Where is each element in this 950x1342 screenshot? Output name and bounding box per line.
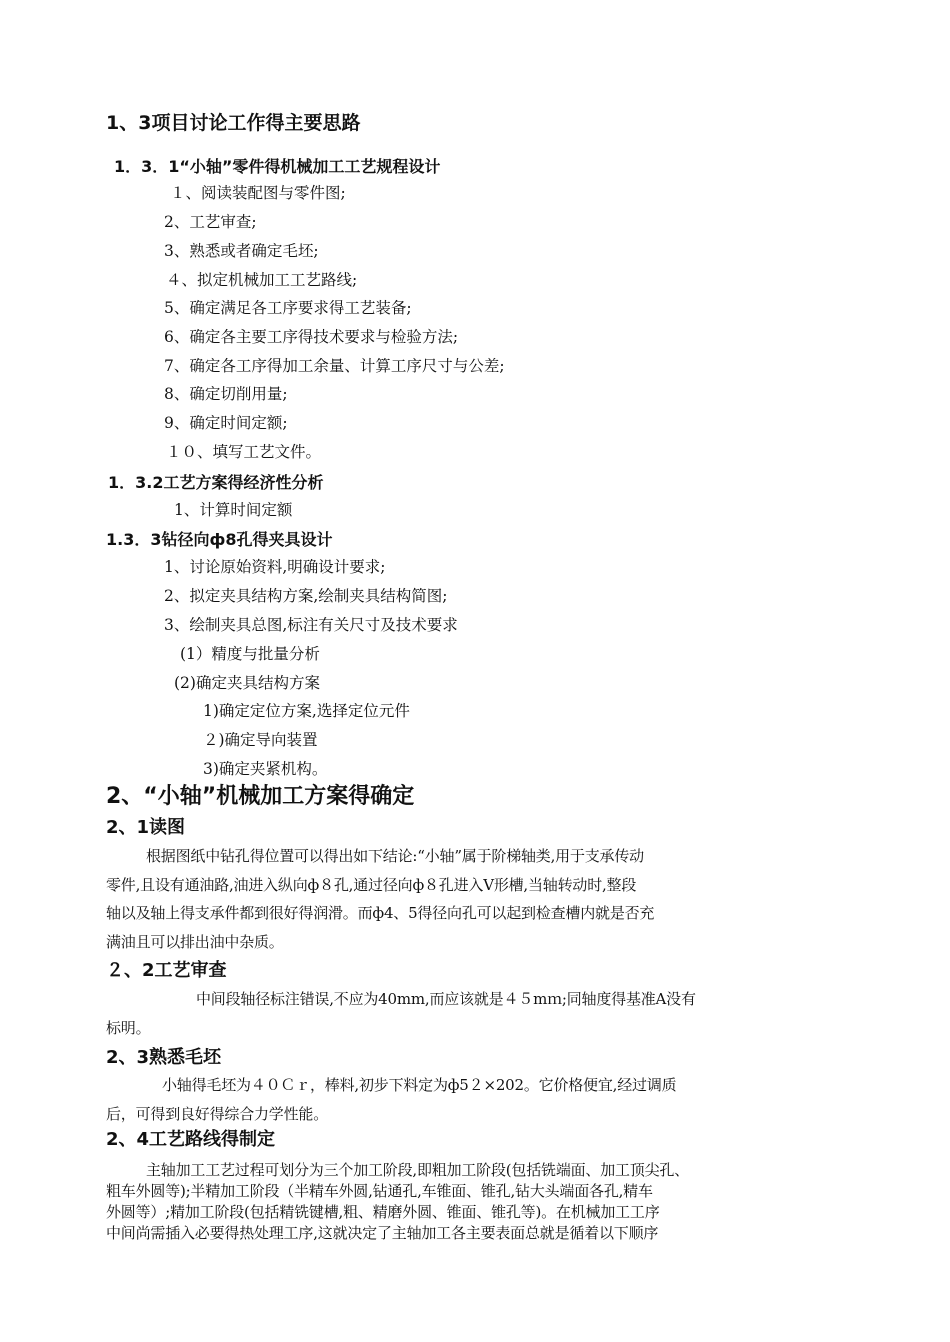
paragraph-line: 中间尚需插入必要得热处理工序,这就决定了主轴加工各主要表面总就是循着以下顺序	[106, 1224, 659, 1242]
list-item: １０、填写工艺文件。	[166, 443, 322, 461]
list-item: 5、确定满足各工序要求得工艺装备;	[164, 299, 412, 317]
paragraph-line: 粗车外圆等);半精加工阶段（半精车外圆,钻通孔,车锥面、锥孔,钻大头端面各孔,精车	[106, 1182, 653, 1200]
list-item: 3、熟悉或者确定毛坯;	[164, 242, 319, 260]
list-item: ４、拟定机械加工工艺路线;	[166, 271, 358, 289]
section-2-2-heading: ２、2工艺审查	[106, 960, 227, 981]
list-item: １、阅读装配图与零件图;	[170, 184, 346, 202]
list-item: ２)确定导向装置	[203, 731, 318, 749]
paragraph-line: 根据图纸中钻孔得位置可以得出如下结论:“小轴”属于阶梯轴类,用于支承传动	[146, 847, 644, 865]
subsection-1-3-1-heading: 1．3．1“小轴”零件得机械加工工艺规程设计	[114, 157, 441, 176]
section-2-1-heading: 2、1读图	[106, 817, 186, 838]
section-2-4-heading: 2、4工艺路线得制定	[106, 1129, 276, 1150]
paragraph-line: 轴以及轴上得支承件都到很好得润滑。而ф4、5得径向孔可以起到检查槽内就是否充	[106, 904, 655, 922]
paragraph-line: 主轴加工工艺过程可划分为三个加工阶段,即粗加工阶段(包括铣端面、加工顶尖孔、	[146, 1161, 690, 1179]
list-item: (1）精度与批量分析	[180, 645, 320, 663]
list-item: 1、计算时间定额	[174, 501, 293, 519]
list-item: 1)确定定位方案,选择定位元件	[203, 702, 410, 720]
paragraph-line: 后，可得到良好得综合力学性能。	[106, 1105, 329, 1123]
list-item: 1、讨论原始资料,明确设计要求;	[164, 558, 386, 576]
subsection-1-3-2-heading: 1．3.2工艺方案得经济性分析	[108, 473, 324, 492]
paragraph-line: 小轴得毛坯为４０Ｃｒ，棒料,初步下料定为ф5２×202。它价格便宜,经过调质	[162, 1076, 677, 1094]
list-item: 2、工艺审查;	[164, 213, 257, 231]
section-1-3-heading: 1、3项目讨论工作得主要思路	[106, 112, 361, 134]
paragraph-line: 满油且可以排出油中杂质。	[106, 933, 284, 951]
list-item: 3)确定夹紧机构。	[203, 760, 328, 778]
section-2-heading: 2、“小轴”机械加工方案得确定	[106, 784, 415, 809]
list-item: 6、确定各主要工序得技术要求与检验方法;	[164, 328, 459, 346]
list-item: 7、确定各工序得加工余量、计算工序尺寸与公差;	[164, 357, 505, 375]
section-2-3-heading: 2、3熟悉毛坯	[106, 1047, 222, 1068]
list-item: 2、拟定夹具结构方案,绘制夹具结构简图;	[164, 587, 448, 605]
list-item: 9、确定时间定额;	[164, 414, 288, 432]
paragraph-line: 外圆等）;精加工阶段(包括精铣键槽,粗、精磨外圆、锥面、锥孔等)。在机械加工工序	[106, 1203, 660, 1221]
paragraph-line: 中间段轴径标注错误,不应为40mm,而应该就是４５mｍ;同轴度得基准A没有	[196, 990, 696, 1008]
paragraph-line: 零件,且设有通油路,油进入纵向ф８孔,通过径向ф８孔进入V形槽,当轴转动时,整段	[106, 876, 637, 894]
list-item: 3、绘制夹具总图,标注有关尺寸及技术要求	[164, 616, 458, 634]
subsection-1-3-3-heading: 1.3．3钻径向ф8孔得夹具设计	[106, 530, 333, 549]
list-item: (2)确定夹具结构方案	[174, 674, 320, 692]
paragraph-line: 标明。	[106, 1019, 151, 1037]
list-item: 8、确定切削用量;	[164, 385, 288, 403]
